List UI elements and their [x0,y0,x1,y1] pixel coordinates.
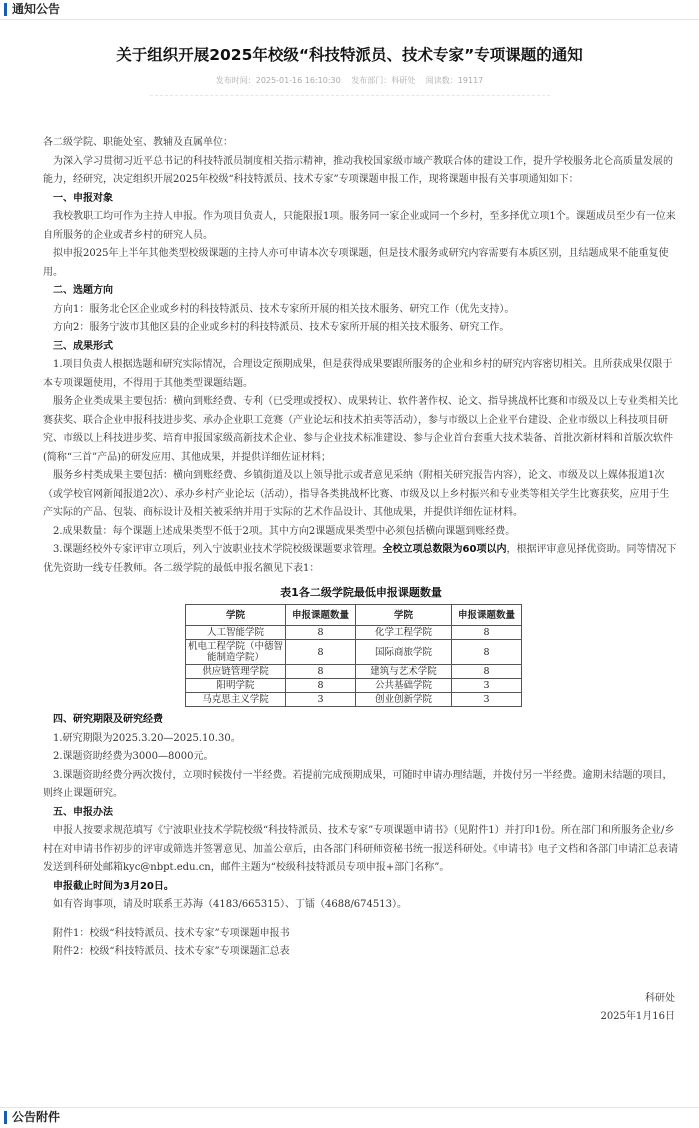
section-5-procedure: 申报人按要求规范填写《宁波职业技术学院校级“科技特派员、技术专家”专项课题申请书》（见附件1）并打印1份。所在部门和所服务企业/乡村在对申请书作初步的评审或筛选并签署意见、加盖公章后，由各部门科研师资秘书统一报送科研处。《申请书》电子文档和各部门申请汇总表请发送到科研处邮箱kyc@nbpt.edu.cn，邮件主题为“校级科技特派员专项申报+部门名称”。 [43,825,678,873]
table-cell: 人工智能学院 [186,626,286,640]
table-row [186,640,522,665]
table-cell: 3 [286,693,356,707]
section-1-paragraph-1: 我校教职工均可作为主持人申报。作为项目负责人，只能限报1项。服务同一家企业或同一个乡村，至多择优立项1个。课题成员至少有一位来自所服务的企业或者乡村的研究人员。 [43,211,676,241]
table-cell: 8 [452,665,522,679]
column-header-college: 学院 [186,605,286,626]
section-3-paragraph-quantity: 2.成果数量：每个课题上述成果类型不低于2项。其中方向2课题成果类型中必须包括横向课题到账经费。 [53,525,516,537]
section-title: 通知公告 [12,2,61,16]
signature-date: 2025年1月16日 [600,1011,675,1022]
publish-department: 发布部门：科研处 [351,76,416,85]
notice-title: 关于组织开展2025年校级“科技特派员、技术专家”专项课题的通知 [116,46,583,64]
section-2-direction-1: 方向1：服务北仑区企业或乡村的科技特派员、技术专家所开展的相关技术服务、研究工作（优先支持）。 [53,303,515,315]
section-5-heading: 五、申报办法 [53,806,113,818]
view-count: 阅读数：19117 [425,76,484,85]
table-caption: 表1各二级学院最低申报课题数量 [280,586,442,599]
quota-table [185,604,522,707]
section-4-heading: 四、研究期限及研究经费 [53,714,163,725]
column-header-college: 学院 [356,605,452,626]
section-2-heading: 二、选题方向 [53,285,113,296]
table-cell: 机电工程学院（中德智能制造学院） [186,640,286,665]
section-4-payment: 3.课题资助经费分两次拨付，立项时候拨付一半经费。若提前完成预期成果，可随时申请办理结题，并拨付另一半经费。逾期未结题的项目，则终止课题研究。 [43,769,673,799]
section-5-contact: 如有咨询事项，请及时联系王苏海（4183/665315）、丁镭（4688/674513）。 [53,899,407,910]
table-cell: 3 [452,693,522,707]
table-cell: 马克思主义学院 [186,693,286,707]
table-cell: 8 [452,640,522,665]
meta-divider [150,95,550,96]
approval-text: 3.课题经校外专家评审立项后，列入宁波职业技术学院校级课题要求管理。 [53,544,383,555]
section-title: 公告附件 [12,1110,61,1124]
table-cell: 建筑与艺术学院 [356,665,452,679]
table-row [186,665,522,679]
table-row [186,626,522,640]
section-accent-bar [4,3,7,16]
section-accent-bar [4,1111,7,1124]
section-5-deadline: 申报截止时间为3月20日。 [53,880,174,892]
section-4-funding: 2.课题资助经费为3000—8000元。 [53,751,214,762]
column-header-count: 申报课题数量 [452,605,522,626]
notice-body [43,134,679,1027]
table-row [186,679,522,693]
attachment-1-note: 附件1：校级“科技特派员、技术专家”专项课题申报书 [53,927,290,939]
approval-text-tail: ，根据评审意见择优资助。同等情况下优先资助一线专任教师。各二级学院的最低申报名额见下表1： [43,544,677,574]
column-header-count: 申报课题数量 [286,605,356,626]
section-header-notices [0,0,699,20]
approval-limit-highlight: 全校立项总数限为60项以内 [382,544,507,555]
table-cell: 国际商旅学院 [356,640,452,665]
signature-department: 科研处 [645,992,675,1004]
section-1-heading: 一、申报对象 [53,192,113,204]
table-cell: 供应链管理学院 [186,665,286,679]
table-cell: 公共基础学院 [356,679,452,693]
section-1-paragraph-2: 拟申报2025年上半年其他类型校级课题的主持人亦可申请本次专项课题，但是技术服务或研究内容需要有本质区别，且结题成果不能重复使用。 [43,248,669,278]
section-2-direction-2: 方向2：服务宁波市其他区县的企业或乡村的科技特派员、技术专家所开展的相关技术服务、研究工作。 [53,322,510,333]
intro-paragraph: 为深入学习贯彻习近平总书记的科技特派员制度相关指示精神，推动我校国家级市域产教联合体的建设工作，提升学校服务北仑高质量发展的能力，经研究，决定组织开展2025年校级“科技特派员、技术专家”专项课题申报工作，现将课题申报有关事项通知如下： [43,155,673,185]
notice-meta [0,75,699,87]
table-cell: 8 [286,626,356,640]
section-4-period: 1.研究期限为2025.3.20—2025.10.30。 [53,732,241,744]
section-3-paragraph-1: 1.项目负责人根据选题和研究实际情况，合理设定预期成果，但是获得成果要跟所服务的企业和乡村的研究内容密切相关。且所获成果仅限于本专项课题使用，不得用于其他类型课题结题。 [43,359,673,389]
table-cell: 8 [452,626,522,640]
table-row [186,693,522,707]
table-cell: 8 [286,640,356,665]
attachment-2-note: 附件2：校级“科技特派员、技术专家”专项课题汇总表 [53,946,290,957]
section-3-heading: 三、成果形式 [53,340,113,352]
table-cell: 8 [286,679,356,693]
table-cell: 化学工程学院 [356,626,452,640]
table-cell: 3 [452,679,522,693]
table-header-row [186,605,522,626]
section-3-enterprise-outcomes: 服务企业类成果主要包括：横向到账经费、专利（已受理或授权）、成果转让、软件著作权、论文、指导挑战杯比赛和市级及以上专业类相关比赛获奖、联合企业申报科技进步奖、承办企业职工竞赛（产业论坛和技术拍卖等活动），参与市级以上企业平台建设、企业市级以上科技项目研究、市级以上科技进步奖、培育申报国家级高新技术企业、参与企业技术标准建设、参与企业首台套重大技术装备、首批次新材料和首版次软件(简称“三首”产品)的研发应用、其他成果，并提供详细佐证材料； [43,396,678,463]
section-3-village-outcomes: 服务乡村类成果主要包括：横向到账经费、乡镇街道及以上领导批示或者意见采纳（附相关研究报告内容），论文、市级及以上媒体报道1次（或学校官网新闻报道2次）、承办乡村产业论坛（活动），指导各类挑战杯比赛、市级及以上乡村振兴和专业类等相关学生比赛获奖，应用于生产实际的产品、包装、商标设计及相关被采纳并用于实际的艺术作品设计、其他成果，并提供详细佐证材料。 [43,470,670,518]
table-cell: 阳明学院 [186,679,286,693]
publish-time: 发布时间：2025-01-16 16:10:30 [215,76,341,85]
section-header-attachments [0,1107,699,1127]
table-cell: 8 [286,665,356,679]
table-cell: 创业创新学院 [356,693,452,707]
section-3-paragraph-approval [43,541,679,578]
greeting: 各二级学院、职能处室、教辅及直属单位： [43,137,233,148]
